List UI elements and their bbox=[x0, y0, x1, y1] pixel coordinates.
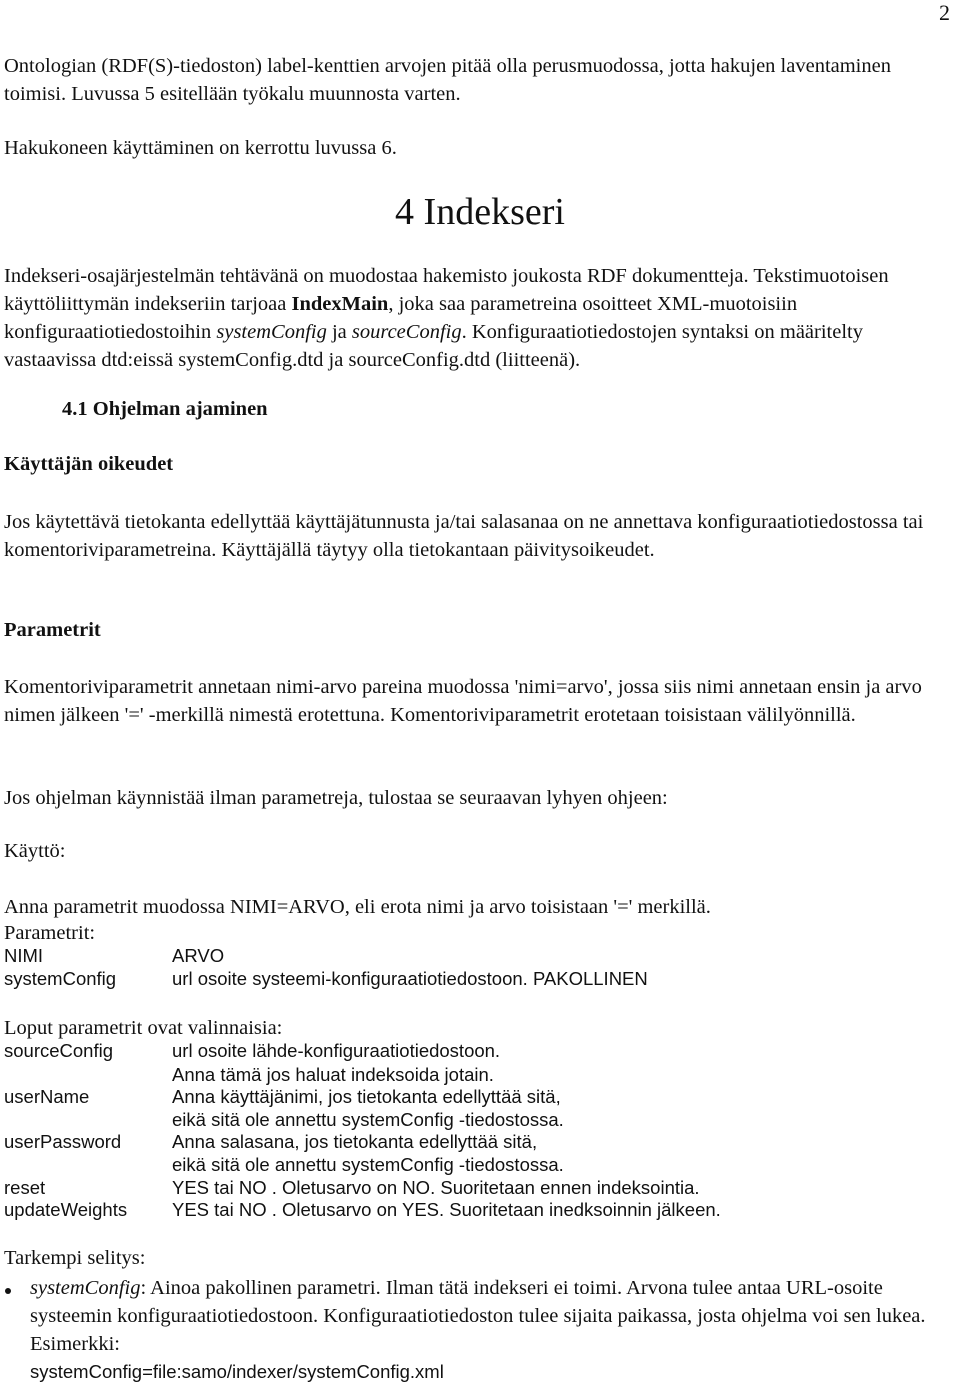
sourceconfig-term: sourceConfig bbox=[351, 321, 462, 343]
example-code: systemConfig=file:samo/indexer/systemConfig.xml bbox=[30, 1361, 444, 1382]
param-name: userPassword bbox=[4, 1131, 122, 1152]
param-name-header: NIMI bbox=[4, 945, 44, 966]
noparams-paragraph: Jos ohjelman käynnistää ilman parametreja, tulostaa se seuraavan lyhyen ohjeen: bbox=[4, 787, 668, 809]
page-number: 2 bbox=[939, 0, 950, 25]
usage-line: Anna parametrit muodossa NIMI=ARVO, eli erota nimi ja arvo toisistaan '=' merkillä. bbox=[4, 896, 711, 918]
bullet-icon bbox=[5, 1288, 11, 1294]
param-desc: YES tai NO . Oletusarvo on YES. Suoritetaan inedksoinnin jälkeen. bbox=[172, 1199, 721, 1220]
optional-label: Loput parametrit ovat valinnaisia: bbox=[4, 1017, 283, 1039]
params-paragraph: Komentoriviparametrit annetaan nimi-arvo pareina muodossa 'nimi=arvo', jossa siis nimi annetaan ensin ja arvo nimen jälkeen '=' -merkillä nimestä erotettuna. Komentoriviparametrit erotetaan toisistaan välilyönnillä. bbox=[4, 676, 922, 726]
param-name: sourceConfig bbox=[4, 1040, 114, 1061]
rights-paragraph: Jos käytettävä tietokanta edellyttää käyttäjätunnusta ja/tai salasanaa on ne annettava konfiguraatiotiedostossa tai komentoriviparametreina. Käyttäjällä täytyy olla tietokantaan päivitysoikeudet. bbox=[4, 511, 924, 561]
text-run: . Konfiguraatiotiedostojen syntaksi on määritelty vastaavissa dtd:eissä systemConfig.dtd ja sourceConfig.dtd (liitteenä). bbox=[4, 321, 863, 371]
text-run: Indekseri-osajärjestelmän tehtävänä on muodostaa hakemisto joukosta RDF dokumentteja. Tekstimuotoisen käyttöliittymän indekseriin tarjoaa bbox=[4, 265, 889, 315]
param-desc: url osoite lähde-konfiguraatiotiedostoon. bbox=[172, 1040, 501, 1061]
param-desc: Anna tämä jos haluat indeksoida jotain. bbox=[172, 1064, 494, 1085]
param-desc: url osoite systeemi-konfiguraatiotiedostoon. PAKOLLINEN bbox=[172, 968, 648, 989]
params-heading: Parametrit bbox=[4, 619, 101, 641]
text-run: ja bbox=[326, 321, 352, 343]
param-desc: eikä sitä ole annettu systemConfig -tiedostossa. bbox=[172, 1154, 564, 1175]
indexmain-term: IndexMain bbox=[291, 293, 389, 315]
rights-heading: Käyttäjän oikeudet bbox=[4, 453, 174, 475]
param-value-header: ARVO bbox=[172, 945, 225, 966]
param-name: updateWeights bbox=[4, 1199, 128, 1220]
param-desc: YES tai NO . Oletusarvo on NO. Suoritetaan ennen indeksointia. bbox=[172, 1177, 700, 1198]
systemconfig-term: systemConfig bbox=[216, 321, 327, 343]
details-label: Tarkempi selitys: bbox=[4, 1247, 146, 1269]
text-run: , joka saa parametreina osoitteet XML-muotoisiin konfiguraatiotiedostoihin bbox=[4, 293, 798, 343]
intro-paragraph: Ontologian (RDF(S)-tiedoston) label-kenttien arvojen pitää olla perusmuodossa, jotta hakujen laventaminen toimisi. Luvussa 5 esitellään työkalu muunnosta varten. bbox=[4, 55, 891, 105]
bullet-description: : Ainoa pakollinen parametri. Ilman tätä indekseri ei toimi. Arvona tulee antaa URL-osoite systeemin konfiguraatiotiedostoon. Konfiguraatiotiedoston tulee sijaita paikassa, josta ohjelma voi sen lukea. Esimerkki: bbox=[30, 1277, 926, 1355]
params-label: Parametrit: bbox=[4, 922, 96, 944]
intro-paragraph-2: Hakukoneen käyttäminen on kerrottu luvussa 6. bbox=[4, 137, 397, 159]
param-desc: eikä sitä ole annettu systemConfig -tiedostossa. bbox=[172, 1109, 564, 1130]
section-title: 4 Indekseri bbox=[395, 191, 565, 233]
subsection-title: 4.1 Ohjelman ajaminen bbox=[62, 398, 268, 420]
systemconfig-term: systemConfig bbox=[30, 1277, 141, 1299]
param-desc: Anna käyttäjänimi, jos tietokanta edellyttää sitä, bbox=[172, 1086, 561, 1107]
section-4-paragraph bbox=[4, 262, 954, 374]
bullet-item bbox=[30, 1274, 960, 1386]
usage-label: Käyttö: bbox=[4, 840, 66, 862]
param-desc: Anna salasana, jos tietokanta edellyttää sitä, bbox=[172, 1131, 538, 1152]
param-name: systemConfig bbox=[4, 968, 117, 989]
param-name: reset bbox=[4, 1177, 46, 1198]
param-name: userName bbox=[4, 1086, 90, 1107]
